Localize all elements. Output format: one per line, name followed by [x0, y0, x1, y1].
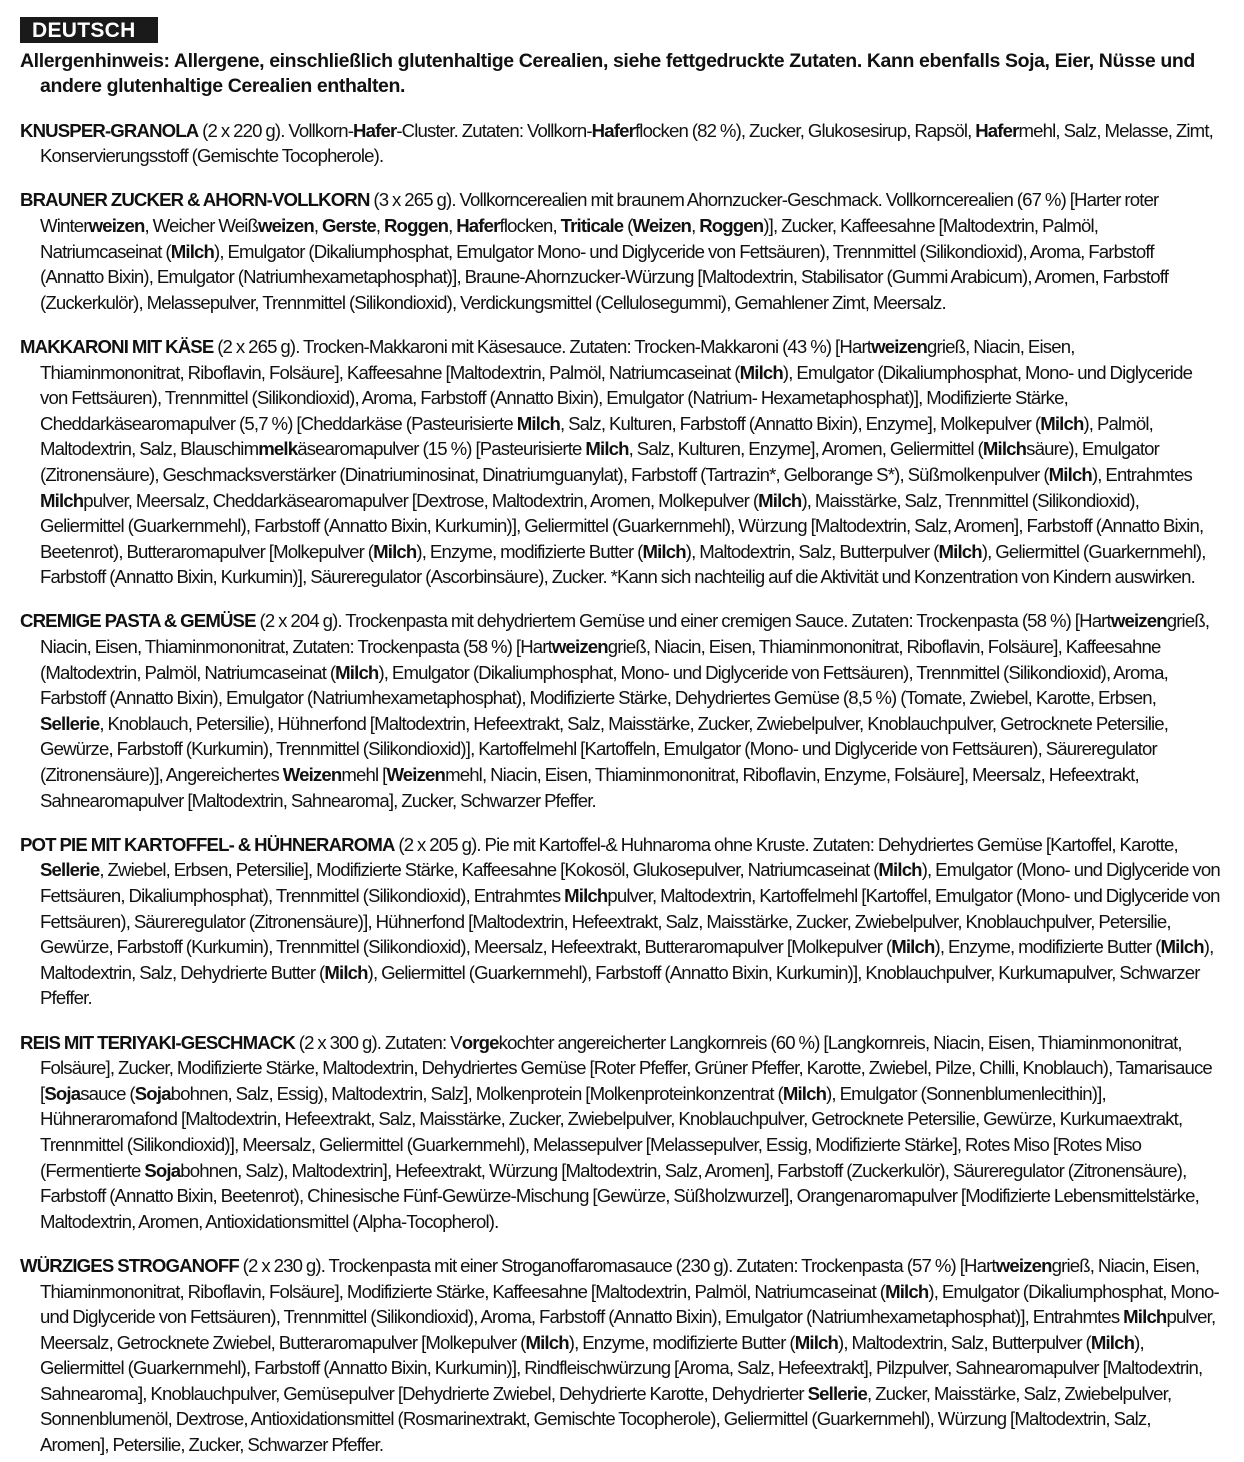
ingredient-text: ), Emulgator (Dikaliumphosphat, Mono- und Diglyceride von Fettsäuren), Trennmittel (Silikondioxid), Aroma, Farbstoff (Annatto Bixin), Emulgator (Natriumhexametaphosphat), Modifizierte Stärke, Dehydriertes Gemüse (8,5 %) (Tomate, Zwiebel, Karotte, Erbsen, [40, 661, 1168, 709]
ingredient-text: pulver, Meersalz, Getrocknete Zwiebel, Butteraromapulver [Molkepulver ( [40, 1306, 1216, 1353]
product-entry-brauner-zucker-ahorn [20, 187, 1220, 315]
allergen-highlight: Sellerie [40, 712, 100, 734]
ingredient-text: , [448, 214, 457, 236]
ingredient-text: (2 x 204 g). Trockenpasta mit dehydriertem Gemüse und einer cremigen Sauce. Zutaten: Trockenpasta (58 %) [Hart [255, 610, 1111, 632]
allergen-highlight: Weizen [632, 214, 692, 236]
allergen-highlight: Milch [794, 1331, 839, 1353]
ingredient-text: ), Geliermittel (Guarkernmehl), Farbstoff (Annatto Bixin, Kurkumin)], Knoblauchpulver, Kurkumapulver, Schwarzer Pfeffer. [40, 961, 1200, 1009]
allergen-highlight: Sellerie [40, 859, 100, 881]
allergen-highlight: Milch [758, 489, 802, 511]
product-entry-cremige-pasta-gemuese [20, 608, 1220, 813]
allergen-highlight: Milch [1123, 1306, 1167, 1328]
product-name: CREMIGE PASTA & GEMÜSE [20, 610, 256, 632]
ingredient-text: ( [623, 214, 633, 236]
ingredient-text: (2 x 265 g). Trocken-Makkaroni mit Käsesauce. Zutaten: Trocken-Makkaroni (43 %) [Hart [213, 335, 872, 357]
product-name: BRAUNER ZUCKER & AHORN-VOLLKORN [20, 189, 370, 211]
ingredient-text: mehl, Niacin, Eisen, Thiaminmononitrat, Riboflavin, Enzyme, Folsäure], Meersalz, Hefeextrakt, Sahnearomapulver [Maltodextrin, Sahnearoma], Zucker, Schwarzer Pfeffer. [40, 764, 1139, 811]
ingredient-text: mehl [ [341, 764, 387, 786]
allergen-highlight: Milch [525, 1331, 569, 1353]
ingredient-text: ), Enzyme, modifizierte Butter ( [934, 936, 1161, 958]
ingredient-text: , Zucker, Maisstärke, Salz, Zwiebelpulver, Sonnenblumenöl, Dextrose, Antioxidationsmittel (Rosmarinextrakt, Gemischte Tocopherole), Geliermittel (Guarkernmehl), Würzung [Maltodextrin, Salz, Aromen], Petersilie, Zucker, Schwarzer Pfeffer. [40, 1382, 1172, 1456]
allergen-highlight: Milch [642, 540, 686, 562]
allergen-highlight: Milch [1090, 1331, 1135, 1353]
ingredient-text: (2 x 230 g). Trockenpasta mit einer Stroganoffaromasauce (230 g). Zutaten: Trockenpasta (57 %) [Hart [238, 1254, 996, 1276]
ingredient-text: -Cluster. Zutaten: Vollkorn- [396, 119, 592, 141]
ingredient-text: grieß, Niacin, Eisen, Thiaminmononitrat, Riboflavin, Folsäure], Modifizierte Stärke, Kaffeesahne [Maltodextrin, Palmöl, Natriumcaseinat ( [40, 1254, 1200, 1302]
product-entry-pot-pie [20, 832, 1220, 1011]
allergen-highlight: Milch [324, 961, 368, 983]
ingredient-text: pulver, Meersalz, Cheddarkäsearomapulver [Dextrose, Maltodextrin, Aromen, Molkepulver ( [83, 489, 759, 511]
allergen-highlight: Milch [878, 859, 922, 881]
allergen-highlight: weizen [88, 214, 145, 236]
ingredient-text: flocken (82 %), Zucker, Glukosesirup, Rapsöl, [634, 119, 976, 141]
ingredient-text: sauce ( [80, 1082, 135, 1104]
allergen-highlight: Milch [170, 240, 215, 262]
ingredient-text: )], Zucker, Kaffeesahne [Maltodextrin, Palmöl, Natriumcaseinat ( [40, 214, 1099, 262]
allergen-highlight: Milch [373, 540, 417, 562]
ingredient-text: kochter angereicherter Langkornreis (60 %) [Langkornreis, Niacin, Eisen, Thiaminmononitrat, Folsäure], Zucker, Modifizierte Stärke, Maltodextrin, Dehydriertes Gemüse [Roter Pfeffer, Grüner Pfeffer, Karotte, Zwiebel, Pilze, Chilli, Knoblauch), Tamarisauce [ [40, 1031, 1212, 1104]
allergen-highlight: weizen [871, 335, 927, 357]
ingredient-text: flocken, [499, 214, 561, 236]
allergen-highlight: Roggen [699, 214, 764, 236]
language-label: DEUTSCH [20, 17, 158, 43]
ingredient-text: grieß, Niacin, Eisen, Thiaminmononitrat, Riboflavin, Folsäure], Kaffeesahne [Maltodextrin, Palmöl, Natriumcaseinat ( [40, 335, 1075, 383]
allergen-highlight: Hafer [456, 214, 500, 236]
ingredient-text: grieß, Niacin, Eisen, Thiaminmononitrat, Zutaten: Trockenpasta (58 %) [Hart [40, 610, 1210, 658]
allergen-highlight: weizen [258, 214, 314, 236]
ingredient-text: mehl, Salz, Melasse, Zimt, Konservierungsstoff (Gemischte Tocopherole). [40, 119, 1213, 167]
ingredient-text: äsearomapulver (15 %) [Pasteurisierte [297, 438, 586, 460]
ingredient-text: ), Maltodextrin, Salz, Butterpulver ( [838, 1331, 1091, 1353]
allergen-highlight: Triticale [560, 214, 624, 236]
allergen-highlight: Gerste [322, 214, 376, 236]
allergen-highlight: weizen [995, 1254, 1052, 1276]
ingredient-text: ), Maisstärke, Salz, Trennmittel (Silikondioxid), Geliermittel (Guarkernmehl), Farbstoff (Annatto Bixin, Kurkumin)], Geliermittel (Guarkernmehl), Würzung [Maltodextrin, Salz, Aromen], Farbstoff (Annatto Bixin, Beetenrot), Butteraromapulver [Molkepulver ( [40, 489, 1204, 562]
allergen-highlight: Milch [1048, 463, 1092, 485]
ingredient-text: , [691, 214, 700, 236]
ingredient-text: pulver, Maltodextrin, Kartoffelmehl [Kartoffel, Emulgator (Mono- und Diglyceride von Fettsäuren), Säureregulator (Zitronensäure)], Hühnerfond [Maltodextrin, Hefeextrakt, Salz, Maisstärke, Zucker, Zwiebelpulver, Knoblauchpulver, Petersilie, Gewürze, Farbstoff (Kurkumin), Trennmittel (Silikondioxid), Meersalz, Hefeextrakt, Butteraromapulver [Molkepulver ( [40, 885, 1220, 958]
allergen-highlight: Milch [516, 412, 560, 434]
allergen-highlight: Milch [938, 540, 982, 562]
product-name: REIS MIT TERIYAKI-GESCHMACK [20, 1031, 295, 1053]
ingredient-text: bohnen, Salz), Maltodextrin], Hefeextrakt, Würzung [Maltodextrin, Salz, Aromen], Farbstoff (Zuckerkulör), Säureregulator (Zitronensäure), Farbstoff (Annatto Bixin, Beetenrot), Chinesische Fünf-Gewürze-Mischung [Gewürze, Süßholzwurzel], Orangenaromapulver [Modifizierte Lebensmittelstärke, Maltodextrin, Aromen, Antioxidationsmittel (Alpha-Tocopherol). [40, 1159, 1199, 1232]
ingredient-text: ), Emulgator (Dikaliumphosphat, Mono- und Diglyceride von Fettsäuren), Trennmittel (Silikondioxid), Aroma, Farbstoff (Annatto Bixin), Emulgator (Natriumhexametaphosphat)], Entrahmtes [40, 1280, 1219, 1328]
product-name: MAKKARONI MIT KÄSE [20, 335, 214, 357]
allergen-highlight: Sellerie [807, 1382, 867, 1404]
ingredient-text: säure), Emulgator (Zitronensäure), Geschmacksverstärker (Dinatriuminosinat, Dinatriumguanylat), Farbstoff (Tartrazin*, Gelborange S*), Süßmolkenpulver ( [40, 438, 1159, 485]
allergen-highlight: Soja [144, 1159, 181, 1181]
ingredient-text: , Knoblauch, Petersilie), Hühnerfond [Maltodextrin, Hefeextrakt, Salz, Maisstärke, Zucker, Zwiebelpulver, Knoblauchpulver, Getrocknete Petersilie, Gewürze, Farbstoff (Kurkumin), Trennmittel (Silikondioxid)], Kartoffelmehl [Kartoffeln, Emulgator (Mono- und Diglyceride von Fettsäuren), Säureregulator (Zitronensäure)], Angereichertes [40, 712, 1169, 786]
product-list [20, 118, 1220, 1458]
allergen-highlight: weizen [551, 636, 608, 658]
ingredient-text: ), Emulgator (Dikaliumphosphat, Emulgator Mono- und Diglyceride von Fettsäuren), Trennmittel (Silikondioxid), Aroma, Farbstoff (Annatto Bixin), Emulgator (Natriumhexametaphosphat)], Braune-Ahornzucker-Würzung [Maltodextrin, Stabilisator (Gummi Arabicum), Aromen, Farbstoff (Zuckerkulör), Melassepulver, Trennmittel (Silikondioxid), Verdickungsmittel (Cellulosegummi), Gemahlener Zimt, Meersalz. [40, 240, 1169, 313]
ingredient-text: , [375, 214, 384, 236]
allergen-highlight: melk [258, 438, 298, 460]
allergen-highlight: Milch [564, 885, 608, 906]
product-entry-makkaroni-mit-kaese [20, 334, 1220, 590]
ingredient-text: ), Emulgator (Sonnenblumenlecithin)], Hühneraromafond [Maltodextrin, Hefeextrakt, Salz, Maisstärke, Zucker, Zwiebelpulver, Knoblauchpulver, Getrocknete Petersilie, Gewürze, Kurkumaextrakt, Trennmittel (Silikondioxid)], Meersalz, Geliermittel (Guarkernmehl), Melassepulver [Melassepulver, Essig, Modifizierte Stärke], Rotes Miso [Rotes Miso (Fermentierte [40, 1082, 1183, 1181]
ingredient-text: ), Geliermittel (Guarkernmehl), Farbstoff (Annatto Bixin, Kurkumin)], Rindfleischwürzung [Aroma, Salz, Hefeextrakt], Pilzpulver, Sahnearomapulver [Maltodextrin, Sahnearoma], Knoblauchpulver, Gemüsepulver [Dehydrierte Zwiebel, Dehydrierte Karotte, Dehydrierter [40, 1331, 1203, 1404]
ingredient-text: bohnen, Salz, Essig), Maltodextrin, Salz], Molkenprotein [Molkenproteinkonzentrat ( [170, 1082, 783, 1104]
allergen-highlight: Milch [1160, 936, 1204, 958]
ingredient-text: ), Geliermittel (Guarkernmehl), Farbstoff (Annatto Bixin, Kurkumin)], Säureregulator (Ascorbinsäure), Zucker. *Kann sich nachteilig auf die Aktivität und Konzentration von Kindern auswirken. [40, 540, 1206, 588]
allergen-highlight: Roggen [383, 214, 449, 236]
product-entry-reis-teriyaki [20, 1030, 1220, 1235]
ingredient-text: (3 x 265 g). Vollkorncerealien mit braunem Ahornzucker-Geschmack. Vollkorncerealien (67 %) [Harter roter Winter [40, 189, 1159, 236]
product-entry-wuerziges-stroganoff [20, 1253, 1220, 1458]
allergen-highlight: Milch [739, 361, 783, 383]
product-name: KNUSPER-GRANOLA [20, 119, 199, 141]
ingredient-text: (2 x 300 g). Zutaten: V [294, 1031, 462, 1053]
ingredient-text: ), Entrahmtes [1091, 463, 1193, 485]
ingredient-text: ), Enzyme, modifizierte Butter ( [416, 540, 643, 562]
allergen-highlight: Milch [1040, 412, 1084, 434]
ingredient-text: , [313, 214, 323, 236]
ingredient-text: ), Enzyme, modifizierte Butter ( [568, 1331, 795, 1353]
ingredient-text: ), Palmöl, Maltodextrin, Salz, Blauschim [40, 412, 1153, 460]
allergen-highlight: Soja [44, 1082, 81, 1104]
allergen-highlight: Milch [982, 438, 1027, 460]
allergen-highlight: Weizen [282, 764, 342, 786]
ingredients-label [20, 17, 1220, 1462]
ingredient-text: , Salz, Kulturen, Farbstoff (Annatto Bixin), Enzyme], Molkepulver ( [559, 412, 1041, 434]
allergen-highlight: Hafer [353, 119, 397, 141]
allergen-highlight: weizen [1110, 610, 1167, 632]
ingredient-text: grieß, Niacin, Eisen, Thiaminmononitrat, Riboflavin, Folsäure], Kaffeesahne (Maltodextrin, Palmöl, Natriumcaseinat ( [40, 636, 1161, 683]
ingredient-text: , Weicher Weiß [144, 214, 258, 236]
allergen-highlight: Soja [134, 1082, 171, 1104]
product-entry-knusper-granola [20, 118, 1220, 169]
allergen-highlight: Milch [891, 936, 935, 958]
product-name: WÜRZIGES STROGANOFF [20, 1254, 239, 1276]
allergen-notice: Allergenhinweis: Allergene, einschließlich glutenhaltige Cerealien, siehe fettgedruckte Zutaten. Kann ebenfalls Soja, Eier, Nüsse und andere glutenhaltige Cerealien enthalten. [20, 50, 1195, 97]
ingredient-text: ), Maltodextrin, Salz, Dehydrierte Butter ( [40, 936, 1214, 983]
allergen-highlight: Hafer [975, 119, 1019, 141]
allergen-highlight: Milch [782, 1082, 827, 1104]
allergen-highlight: Milch [885, 1280, 929, 1302]
allergen-highlight: orge [461, 1031, 499, 1053]
ingredient-text: ), Maltodextrin, Salz, Butterpulver ( [685, 540, 939, 562]
ingredient-text: , Zwiebel, Erbsen, Petersilie], Modifizierte Stärke, Kaffeesahne [Kokosöl, Glukosepulver, Natriumcaseinat ( [99, 859, 879, 881]
ingredient-text: ), Emulgator (Dikaliumphosphat, Mono- und Diglyceride von Fettsäuren), Trennmittel (Silikondioxid), Aroma, Farbstoff (Annatto Bixin), Emulgator (Natrium- Hexametaphosphat)], Modifizierte Stärke, Cheddarkäsearomapulver (5,7 %) [Cheddarkäse (Pasteurisierte [40, 361, 1193, 434]
allergen-highlight: Milch [585, 438, 629, 460]
ingredient-text: , Salz, Kulturen, Enzyme], Aromen, Geliermittel ( [628, 438, 983, 460]
allergen-highlight: Milch [40, 489, 84, 511]
ingredient-text: (2 x 205 g). Pie mit Kartoffel-& Huhnaroma ohne Kruste. Zutaten: Dehydriertes Gemüse [Kartoffel, Karotte, [394, 833, 1178, 855]
allergen-highlight: Weizen [386, 764, 446, 786]
allergen-highlight: Hafer [591, 119, 635, 141]
ingredient-text: (2 x 220 g). Vollkorn- [198, 119, 354, 141]
product-name: POT PIE MIT KARTOFFEL- & HÜHNERAROMA [20, 833, 395, 855]
allergen-highlight: Milch [335, 661, 379, 683]
ingredient-text: ), Emulgator (Mono- und Diglyceride von Fettsäuren, Dikaliumphosphat), Trennmittel (Silikondioxid), Entrahmtes [40, 859, 1220, 906]
